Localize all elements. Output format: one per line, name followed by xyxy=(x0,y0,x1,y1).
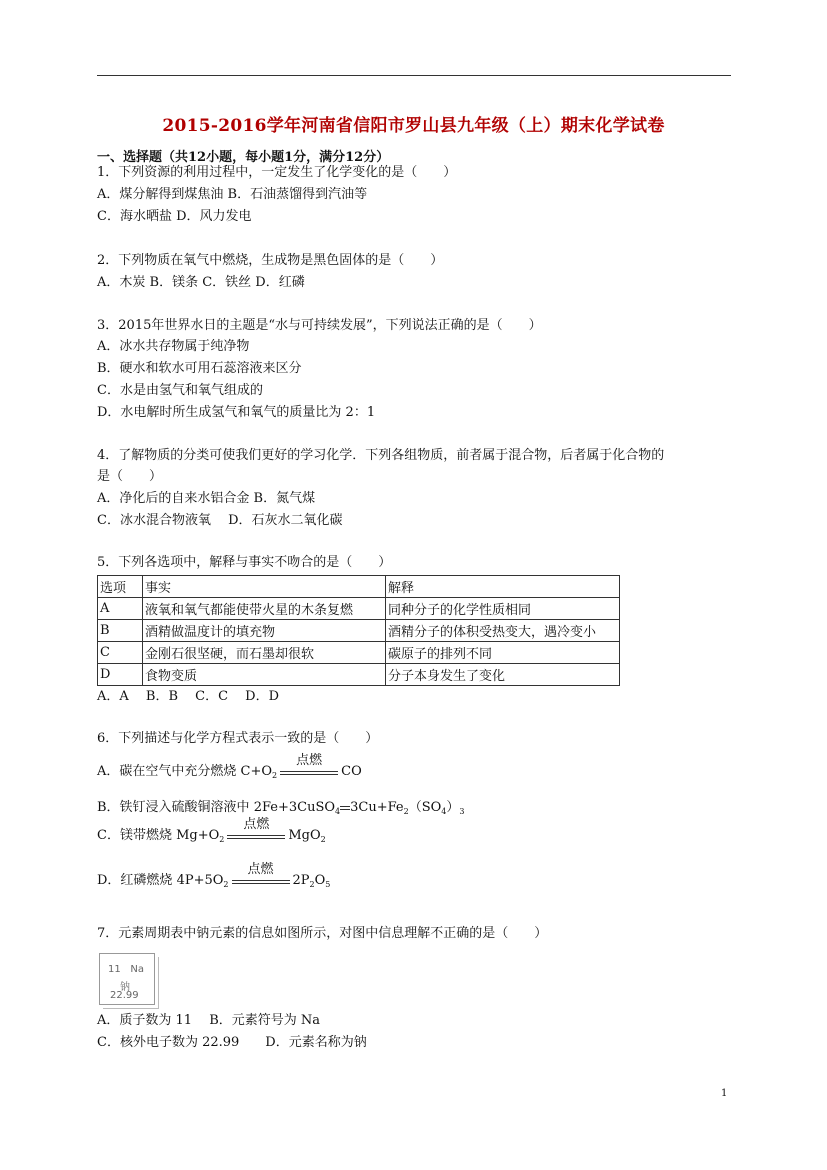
equation-lhs: 4P+5O xyxy=(176,873,224,888)
equation-rhs-tail: O xyxy=(314,873,326,888)
table-header-cell: 解释 xyxy=(386,576,620,598)
equation-rhs-end: ） xyxy=(446,800,460,815)
equation-lhs: Mg+O xyxy=(176,828,220,843)
subscript: 4 xyxy=(441,807,447,816)
q5-options: A．A B．B C．C D．D xyxy=(97,689,280,704)
table-cell: C xyxy=(98,642,143,664)
equals-sign xyxy=(340,803,350,813)
equation-rhs: CO xyxy=(341,764,362,779)
table-cell: D xyxy=(98,664,143,686)
q4-stem-2: 是（ ） xyxy=(97,469,163,484)
table-row xyxy=(98,598,620,620)
q5-stem: 5．下列各选项中，解释与事实不吻合的是（ ） xyxy=(97,555,392,570)
reaction-arrow xyxy=(230,861,292,888)
element-symbol: Na xyxy=(130,964,144,975)
equation-lhs: 2Fe+3CuSO xyxy=(253,800,336,815)
element-number: 11 xyxy=(108,964,121,975)
subscript: 5 xyxy=(325,880,331,889)
subscript: 3 xyxy=(459,807,465,816)
subscript: 2 xyxy=(219,835,225,844)
table-cell: 食物变质 xyxy=(143,664,386,686)
equation-lhs: C+O xyxy=(240,764,273,779)
reaction-arrow xyxy=(278,752,340,779)
page-number: 1 xyxy=(721,1088,728,1099)
q7-options-1: A．质子数为 11 B．元素符号为 Na xyxy=(97,1013,321,1028)
q4-options-1: A．净化后的自来水铝合金 B．氮气煤 xyxy=(97,491,316,506)
table-row xyxy=(98,664,620,686)
element-mass: 22.99 xyxy=(110,990,139,1001)
table-cell: 酒精分子的体积受热变大，遇冷变小 xyxy=(386,620,620,642)
q1-options-2: C．海水晒盐 D．风力发电 xyxy=(97,209,252,224)
reaction-condition: 点燃 xyxy=(243,816,270,832)
equation-rhs: 2P xyxy=(292,873,310,888)
q3-option-c: C．水是由氢气和氧气组成的 xyxy=(97,383,263,398)
page-title: 2015-2016学年河南省信阳市罗山县九年级（上）期末化学试卷 xyxy=(162,116,665,136)
q6-option-d xyxy=(97,861,331,893)
section-heading: 一、选择题（共12小题，每小题1分，满分12分） xyxy=(97,150,390,165)
subscript: 4 xyxy=(335,807,341,816)
q4-stem-1: 4．了解物质的分类可使我们更好的学习化学．下列各组物质，前者属于混合物，后者属于化合物的 xyxy=(97,448,665,463)
q2-options: A．木炭 B．镁条 C．铁丝 D．红磷 xyxy=(97,275,305,290)
subscript: 2 xyxy=(309,880,315,889)
equation-rhs: MgO xyxy=(288,828,321,843)
subscript: 2 xyxy=(272,771,278,780)
q1-stem: 1．下列资源的利用过程中，一定发生了化学变化的是（ ） xyxy=(97,165,457,180)
subscript: 2 xyxy=(403,807,409,816)
equation-rhs-tail: （SO xyxy=(408,800,442,815)
table-cell: 酒精做温度计的填充物 xyxy=(143,620,386,642)
table-cell: B xyxy=(98,620,143,642)
table-cell: 液氧和氧气都能使带火星的木条复燃 xyxy=(143,598,386,620)
option-label: A．碳在空气中充分燃烧 xyxy=(97,764,241,779)
q4-options-2: C．冰水混合物液氧 D．石灰水二氧化碳 xyxy=(97,513,343,528)
q1-options-1: A．煤分解得到煤焦油 B．石油蒸馏得到汽油等 xyxy=(97,187,368,202)
table-cell: 碳原子的排列不同 xyxy=(386,642,620,664)
table-header-row xyxy=(98,576,620,598)
table-cell: 分子本身发生了变化 xyxy=(386,664,620,686)
table-row xyxy=(98,642,620,664)
equation-rhs: 3Cu+Fe xyxy=(350,800,404,815)
element-name: 钠 xyxy=(120,982,130,993)
header-rule xyxy=(97,75,731,76)
table-cell: 同种分子的化学性质相同 xyxy=(386,598,620,620)
element-card-sodium xyxy=(99,953,155,1005)
table-header-cell: 事实 xyxy=(143,576,386,598)
option-label: D．红磷燃烧 xyxy=(97,873,177,888)
q5-table xyxy=(97,575,620,686)
subscript: 2 xyxy=(320,835,326,844)
table-cell: A xyxy=(98,598,143,620)
q2-stem: 2．下列物质在氧气中燃烧，生成物是黑色固体的是（ ） xyxy=(97,253,444,268)
q6-option-c xyxy=(97,816,326,848)
option-label: B．铁钉浸入硫酸铜溶液中 xyxy=(97,800,254,815)
reaction-condition: 点燃 xyxy=(247,861,274,877)
reaction-arrow xyxy=(225,816,287,843)
reaction-condition: 点燃 xyxy=(296,752,323,768)
table-header-cell: 选项 xyxy=(98,576,143,598)
q3-option-b: B．硬水和软水可用石蕊溶液来区分 xyxy=(97,361,302,376)
table-row xyxy=(98,620,620,642)
table-cell: 金刚石很坚硬，而石墨却很软 xyxy=(143,642,386,664)
q7-stem: 7．元素周期表中钠元素的信息如图所示，对图中信息理解不正确的是（ ） xyxy=(97,926,548,941)
subscript: 2 xyxy=(223,880,229,889)
option-label: C．镁带燃烧 xyxy=(97,828,177,843)
q7-options-2: C．核外电子数为 22.99 D．元素名称为钠 xyxy=(97,1035,367,1050)
q3-option-a: A．冰水共存物属于纯净物 xyxy=(97,339,250,354)
q3-stem: 3．2015年世界水日的主题是“水与可持续发展”，下列说法正确的是（ ） xyxy=(97,318,542,333)
q6-stem: 6．下列描述与化学方程式表示一致的是（ ） xyxy=(97,731,379,746)
q3-option-d: D．水电解时所生成氢气和氧气的质量比为 2：1 xyxy=(97,405,376,420)
q6-option-a xyxy=(97,752,362,784)
